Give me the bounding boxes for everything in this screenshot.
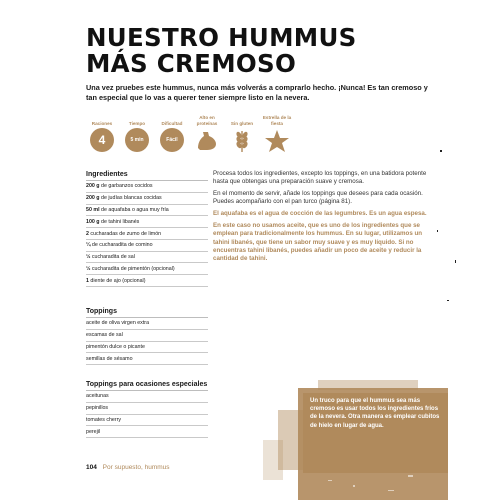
servings-badge [90, 128, 114, 152]
toppings-heading: Toppings [86, 308, 208, 318]
icon-protein [191, 114, 223, 159]
icon-servings [86, 114, 118, 152]
icon-party-star [261, 114, 293, 159]
ink-speck [437, 230, 438, 232]
ingredients-list [86, 171, 208, 287]
icon-label-gluten-free: Sin gluten [230, 120, 254, 126]
title-line-1: NUESTRO HUMMUS [86, 23, 357, 52]
special-topping-row: aceitunas [86, 391, 208, 403]
instructions [213, 170, 428, 267]
ingredient-row: 200 g de garbanzos cocidos [86, 181, 208, 193]
ingredient-row: ½ cucharadita de sal [86, 252, 208, 264]
topping-row: escamas de sal [86, 330, 208, 342]
ingredient-row: 50 ml de aquafaba o agua muy fría [86, 205, 208, 217]
special-topping-row: pepinillos [86, 403, 208, 415]
icon-label-protein: Alto en proteínas [196, 115, 218, 126]
difficulty-badge [160, 128, 184, 152]
page-footer [86, 464, 170, 471]
page-number: 104 [86, 464, 97, 471]
time-badge [125, 128, 149, 152]
toppings-list [86, 308, 208, 365]
section-name: Por supuesto, hummus [102, 464, 170, 471]
intro-text: Una vez pruebes este hummus, nunca más volverás a comprarlo hecho. ¡Nunca! Es tan cremoso y tan especial que lo vas a querer tener siempre listo en la nevera. [86, 83, 428, 102]
icon-label-difficulty: Dificultad [161, 120, 183, 126]
servings-value: 4 [98, 133, 106, 147]
special-topping-row: tomates cherry [86, 415, 208, 427]
ingredient-row: ¼ de cucharadita de comino [86, 240, 208, 252]
title-line-2: MÁS CREMOSO [86, 49, 297, 78]
topping-row: pimentón dulce o picante [86, 342, 208, 354]
ingredient-row: ½ cucharadita de pimentón (opcional) [86, 263, 208, 275]
page-title [86, 25, 426, 77]
flexed-arm-icon [194, 128, 220, 154]
recipe-info-icons [86, 114, 296, 166]
icon-label-servings: Raciones [91, 120, 113, 126]
icon-time [121, 114, 153, 152]
topping-row: semillas de sésamo [86, 353, 208, 365]
ink-speck [447, 300, 449, 301]
ink-speck [455, 260, 456, 263]
step-paragraph-2: En el momento de servir, añade los toppings que desees para cada ocasión. Puedes acompañarlo con el pan turco (página 81). [213, 190, 423, 206]
ingredient-row: 2 cucharadas de zumo de limón [86, 228, 208, 240]
icon-label-party-star: Estrella de la fiesta [262, 115, 292, 126]
ink-speck [440, 150, 442, 152]
step-paragraph-1: Procesa todos los ingredientes, excepto los toppings, en una batidora potente hasta que obtengas una preparación suave y cremosa. [213, 170, 427, 186]
time-value: 5 min [130, 136, 144, 143]
star-icon [264, 128, 290, 154]
tip-aquafaba: El aquafaba es el agua de cocción de las legumbres. Es un agua espesa. [213, 210, 427, 218]
trick-text: Un truco para que el hummus sea más cremoso es usar todos los ingredientes fríos de la nevera. Otra manera es emplear cubitos de hielo en lugar de agua. [310, 398, 440, 429]
ingredients-heading: Ingredientes [86, 171, 208, 181]
tip-oil: En este caso no usamos aceite, que es uno de los ingredientes que se emplean para tradicionalmente los hummus. En su lugar, utilizamos un tahini libanés, que tiene un sabor muy suave y es muy líquido. Si no encuentras tahini libanés, puedes añadir un poco de aceite y reducir la cantidad de tahini. [213, 221, 423, 263]
wheat-icon [229, 128, 255, 154]
special-toppings-list [86, 381, 208, 438]
ingredient-row: 1 diente de ajo (opcional) [86, 275, 208, 287]
ingredient-row: 200 g de judías blancas cocidas [86, 193, 208, 205]
difficulty-value: Fácil [166, 136, 178, 143]
icon-gluten-free [226, 114, 258, 159]
special-topping-row: perejil [86, 426, 208, 438]
topping-row: aceite de oliva virgen extra [86, 318, 208, 330]
icon-difficulty [156, 114, 188, 152]
icon-label-time: Tiempo [128, 120, 146, 126]
special-toppings-heading: Toppings para ocasiones especiales [86, 381, 208, 391]
ingredient-row: 100 g de tahini libanés [86, 216, 208, 228]
